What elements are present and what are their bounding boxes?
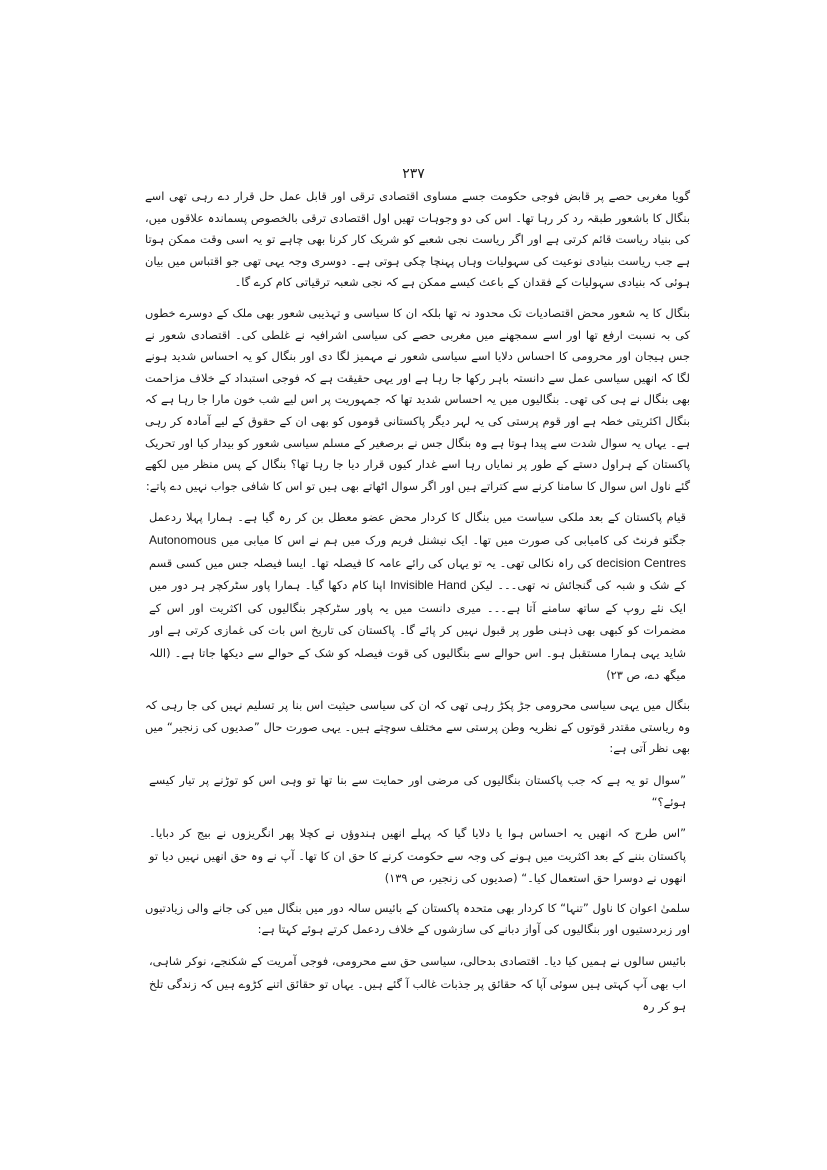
body-paragraph: بنگال کا یہ شعور محض اقتصادیات تک محدود نہ تھا بلکہ ان کا سیاسی و تہذیبی شعور بھی ملک کے دوسرے خطوں کی بہ نسبت ارفع تھا اور اسے سمجھنے میں مغربی حصے کی سیاسی اشرافیہ نے غلطی کی۔ اقتصادی شعور نے جس ہیجان اور محرومی کا احساس دلایا اسے سیاسی شعور نے مہمیز لگا دی اور بنگال کو یہ احساس شدید ہونے لگا کہ انھیں سیاسی عمل سے دانستہ باہر رکھا جا رہا ہے اور یہی حقیقت ہے کہ فوجی استبداد کے خلاف مزاحمت بھی بنگال نے ہی کی تھی۔ بنگالیوں میں یہ احساس شدید تھا کہ جمہوریت پر اس لیے شب خون مارا جا رہا ہے کہ بنگال اکثریتی خطہ ہے اور قوم پرستی کی یہ لہر دیگر پاکستانی قوموں کو بھی ان کے حقوق کے لیے آمادہ کر رہی ہے۔ یہاں یہ سوال شدت سے پیدا ہوتا ہے وہ بنگال جس نے برصغیر کے مسلم سیاسی شعور کو بیدار کیا اور تحریک پاکستان کے ہراول دستے کے طور پر نمایاں رہا اسے غدار کیوں قرار دیا جا رہا تھا؟ بنگال کے پس منظر میں لکھے گئے ناول اس سوال کا سامنا کرنے سے کتراتے ہیں اور اگر سوال اٹھاتے بھی ہیں تو اس کا شافی جواب نہیں دے پاتے: xyxy=(145,305,690,493)
quote-text: کی راہ نکالی تھی۔ یہ تو یہاں کی رائے عامہ کا فیصلہ تھا۔ ایسا فیصلہ جس میں کسی قسم کے شک و شبہ کی گنجائش نہ تھی۔۔۔ لیکن xyxy=(149,555,686,593)
english-term: Autonomous decision Centres xyxy=(149,532,686,570)
body-paragraph: گویا مغربی حصے پر قابض فوجی حکومت جسے مساوی اقتصادی ترقی اور قابل عمل حل قرار دے رہی تھی اسے بنگال کا باشعور طبقہ رد کر رہا تھا۔ اس کی دو وجوہات تھیں اول اقتصادی ترقی بالخصوص پسماندہ علاقوں میں، کی بنیاد ریاست قائم کرتی ہے اور اگر ریاست نجی شعبے کو شریک کار کرنا بھی چاہے تو یہ اسی وقت ممکن ہوتا ہے جب ریاست بنیادی نوعیت کی سہولیات وہاں پہنچا چکی ہوتی ہے۔ دوسری وجہ یہی تھی جو اقتباس میں بیان ہوئی کہ بنیادی سہولیات کے فقدان کے باعث کیسے ممکن ہے کہ نجی شعبہ ترقیاتی کام کرے گا۔ xyxy=(145,189,690,290)
block-quote xyxy=(149,506,686,687)
quote-text: ”اس طرح کہ انھیں یہ احساس ہوا یا دلایا گیا کہ پہلے انھیں ہندوؤں نے کچلا پھر انگریزوں نے بیج کر دبایا۔ پاکستان بننے کے بعد اکثریت میں ہونے کی وجہ سے حکومت کرنے کا حق ان کا تھا۔ آپ نے وہ حق انھیں نہیں دیا تو انھوں نے دوسرا حق استعمال کیا۔“ (صدیوں کی زنجیر، ص ۱۳۹) xyxy=(149,826,686,886)
quote-text: ”سوال تو یہ ہے کہ جب پاکستان بنگالیوں کی مرضی اور حمایت سے بنا تھا تو وہی اس کو توڑنے پر تیار کیسے ہوئے؟“ xyxy=(149,772,686,810)
block-quote xyxy=(149,822,686,890)
quote-text: قیام پاکستان کے بعد ملکی سیاست میں بنگال کا کردار محض عضو معطل بن کر رہ گیا ہے۔ ہمارا پہلا ردعمل جگتو فرنٹ کی کامیابی کی صورت میں تھا۔ ایک نیشنل فریم ورک میں ہم نے اس کا میابی میں xyxy=(149,510,686,547)
block-quote xyxy=(149,950,686,1018)
page-body xyxy=(145,186,690,1026)
quote-text: بائیس سالوں نے ہمیں کیا دیا۔ اقتصادی بدحالی، سیاسی حق سے محرومی، فوجی آمریت کے شکنجے، نوکر شاہی، اب بھی آپ کہتی ہیں سوئی آپا کہ حقائق پر جذبات غالب آ گئے ہیں۔ یہاں تو حقائق اتنے کڑوے ہیں کہ زندگی تلخ ہو کر رہ xyxy=(149,954,686,1014)
page-number: ۲۳۷ xyxy=(402,166,425,182)
body-paragraph: سلمیٰ اعوان کا ناول ”تنہا“ کا کردار بھی متحدہ پاکستان کے بائیس سالہ دور میں بنگال میں کی جانے والی زیادتیوں اور زبردستیوں اور بنگالیوں کی آواز دبانے کی سازشوں کے خلاف ردعمل کرتے ہوئے کہتا ہے: xyxy=(145,900,690,937)
body-paragraph: بنگال میں یہی سیاسی محرومی جڑ پکڑ رہی تھی کہ ان کی سیاسی حیثیت اس بنا پر تسلیم نہیں کی جا رہی کہ وہ ریاستی مقتدر قوتوں کے نظریہ وطن پرستی سے مختلف سوچتے ہیں۔ یہی صورت حال ”صدیوں کی زنجیر“ میں بھی نظر آتی ہے: xyxy=(145,698,690,756)
quote-text: اپنا کام دکھا گیا۔ ہمارا پاور سٹرکچر ہر دور میں ایک نئے روپ کے ساتھ سامنے آتا ہے۔۔۔ میری دانست میں یہ پاور سٹرکچر بنگالیوں کی اکثریت اور اس کے مضمرات کو کبھی بھی ذہنی طور پر قبول نہیں کر پائے گا۔ پاکستان کی تاریخ اس بات کی غمازی کرتی ہے اور شاید یہی ہمارا مستقبل ہو۔ اس حوالے سے بنگالیوں کی قوت فیصلہ کو شک کے حوالے سے دیکھا جاتا ہے۔ (اللہ میگھ دے، ص ۲۳) xyxy=(149,578,686,683)
english-term: Invisible Hand xyxy=(390,578,467,593)
block-quote xyxy=(149,769,686,814)
